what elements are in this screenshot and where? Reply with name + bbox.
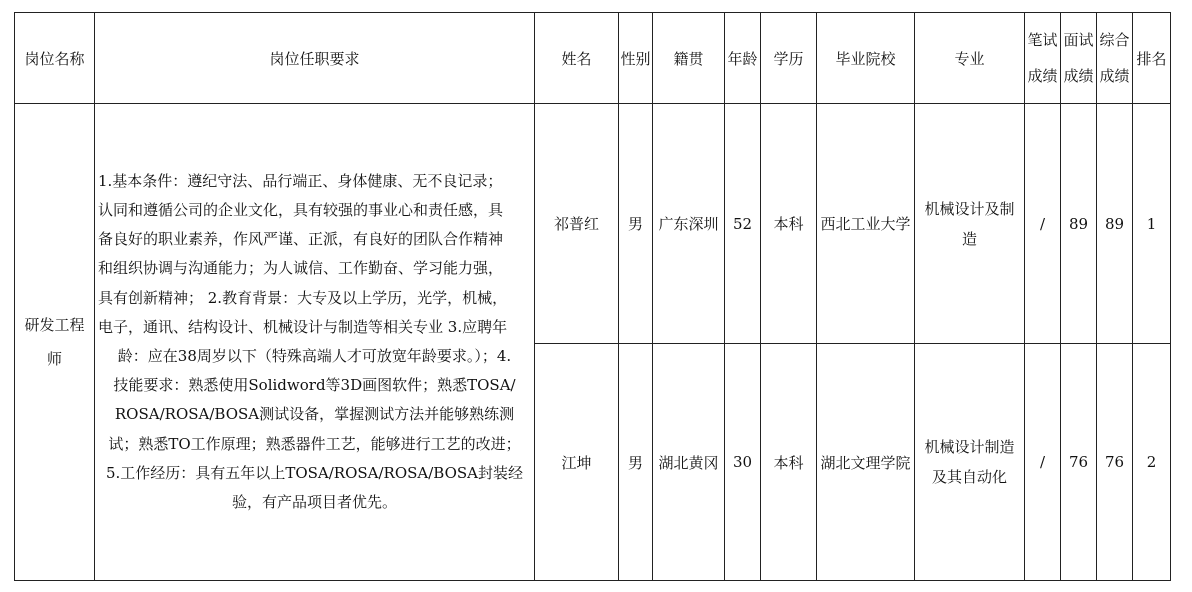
header-age: 年龄 bbox=[725, 13, 761, 104]
header-total-score bbox=[1097, 13, 1133, 104]
header-interview-score bbox=[1061, 13, 1097, 104]
position-line1: 研发工程 bbox=[24, 316, 85, 334]
header-row bbox=[15, 13, 1171, 104]
requirement-line: 龄：应在38周岁以下（特殊高端人才可放宽年龄要求。）；4. bbox=[117, 347, 512, 365]
requirement-line: 电子，通讯、结构设计、机械设计与制造等相关专业 3.应聘年 bbox=[98, 317, 508, 336]
candidate-education: 本科 bbox=[761, 344, 817, 581]
candidate-age: 30 bbox=[725, 344, 761, 581]
candidate-major-line2: 及其自动化 bbox=[931, 468, 1007, 486]
candidate-origin: 广东深圳 bbox=[653, 104, 725, 344]
header-written-line2: 成绩 bbox=[1027, 67, 1058, 85]
candidate-total-score: 89 bbox=[1097, 104, 1133, 344]
requirement-line: 1.基本条件：遵纪守法、品行端正、身体健康、无不良记录； bbox=[98, 171, 503, 190]
requirement-line: 认同和遵循公司的企业文化，具有较强的事业心和责任感，具 bbox=[98, 200, 504, 219]
requirement-line: 验，有产品项目者优先。 bbox=[231, 493, 397, 512]
requirement-line: 5.工作经历：具有五年以上TOSA/ROSA/ROSA/BOSA封装经 bbox=[106, 463, 523, 482]
position-cell bbox=[15, 104, 95, 581]
header-interview-line1: 面试 bbox=[1063, 31, 1094, 49]
header-name: 姓名 bbox=[535, 13, 619, 104]
header-gender: 性别 bbox=[619, 13, 653, 104]
candidate-education: 本科 bbox=[761, 104, 817, 344]
requirement-line: 试；熟悉TO工作原理；熟悉器件工艺，能够进行工艺的改进； bbox=[108, 434, 521, 453]
header-position: 岗位名称 bbox=[15, 13, 95, 104]
candidate-major-line1: 机械设计制造 bbox=[924, 438, 1015, 456]
header-interview-line2: 成绩 bbox=[1063, 67, 1094, 85]
candidate-school: 湖北文理学院 bbox=[817, 344, 915, 581]
requirement-line: 和组织协调与沟通能力；为人诚信、工作勤奋、学习能力强， bbox=[98, 259, 504, 278]
candidate-written-score: / bbox=[1025, 104, 1061, 344]
candidate-interview-score: 76 bbox=[1061, 344, 1097, 581]
candidate-gender: 男 bbox=[619, 104, 653, 344]
requirement-line: 技能要求：熟悉使用Solidword等3D画图软件；熟悉TOSA/ bbox=[113, 376, 516, 395]
requirements-cell bbox=[95, 104, 535, 581]
candidate-origin: 湖北黄冈 bbox=[653, 344, 725, 581]
requirement-line: 备良好的职业素养，作风严谨、正派，有良好的团队合作精神 bbox=[98, 230, 504, 249]
candidate-interview-score: 89 bbox=[1061, 104, 1097, 344]
header-education: 学历 bbox=[761, 13, 817, 104]
position-line2: 师 bbox=[46, 350, 62, 368]
candidate-rank: 1 bbox=[1133, 104, 1171, 344]
header-major: 专业 bbox=[915, 13, 1025, 104]
header-total-line2: 成绩 bbox=[1099, 67, 1130, 85]
candidate-age: 52 bbox=[725, 104, 761, 344]
candidate-total-score: 76 bbox=[1097, 344, 1133, 581]
candidate-gender: 男 bbox=[619, 344, 653, 581]
candidate-major-line1: 机械设计及制 bbox=[924, 199, 1015, 218]
requirement-line: 具有创新精神； 2.教育背景：大专及以上学历，光学，机械， bbox=[98, 288, 508, 307]
candidate-rank: 2 bbox=[1133, 344, 1171, 581]
table-row bbox=[15, 104, 1171, 344]
header-school: 毕业院校 bbox=[817, 13, 915, 104]
header-written-score bbox=[1025, 13, 1061, 104]
header-requirements: 岗位任职要求 bbox=[95, 13, 535, 104]
requirement-line: ROSA/ROSA/BOSA测试设备，掌握测试方法并能够熟练测 bbox=[114, 405, 515, 424]
candidate-major bbox=[915, 104, 1025, 344]
header-origin: 籍贯 bbox=[653, 13, 725, 104]
candidate-major-line2: 造 bbox=[961, 229, 977, 248]
header-written-line1: 笔试 bbox=[1027, 31, 1058, 49]
candidate-major bbox=[915, 344, 1025, 581]
candidate-written-score: / bbox=[1025, 344, 1061, 581]
header-rank: 排名 bbox=[1133, 13, 1171, 104]
header-total-line1: 综合 bbox=[1099, 31, 1130, 49]
results-table bbox=[14, 12, 1171, 581]
candidate-name: 祁普红 bbox=[535, 104, 619, 344]
candidate-school: 西北工业大学 bbox=[817, 104, 915, 344]
candidate-name: 江坤 bbox=[535, 344, 619, 581]
